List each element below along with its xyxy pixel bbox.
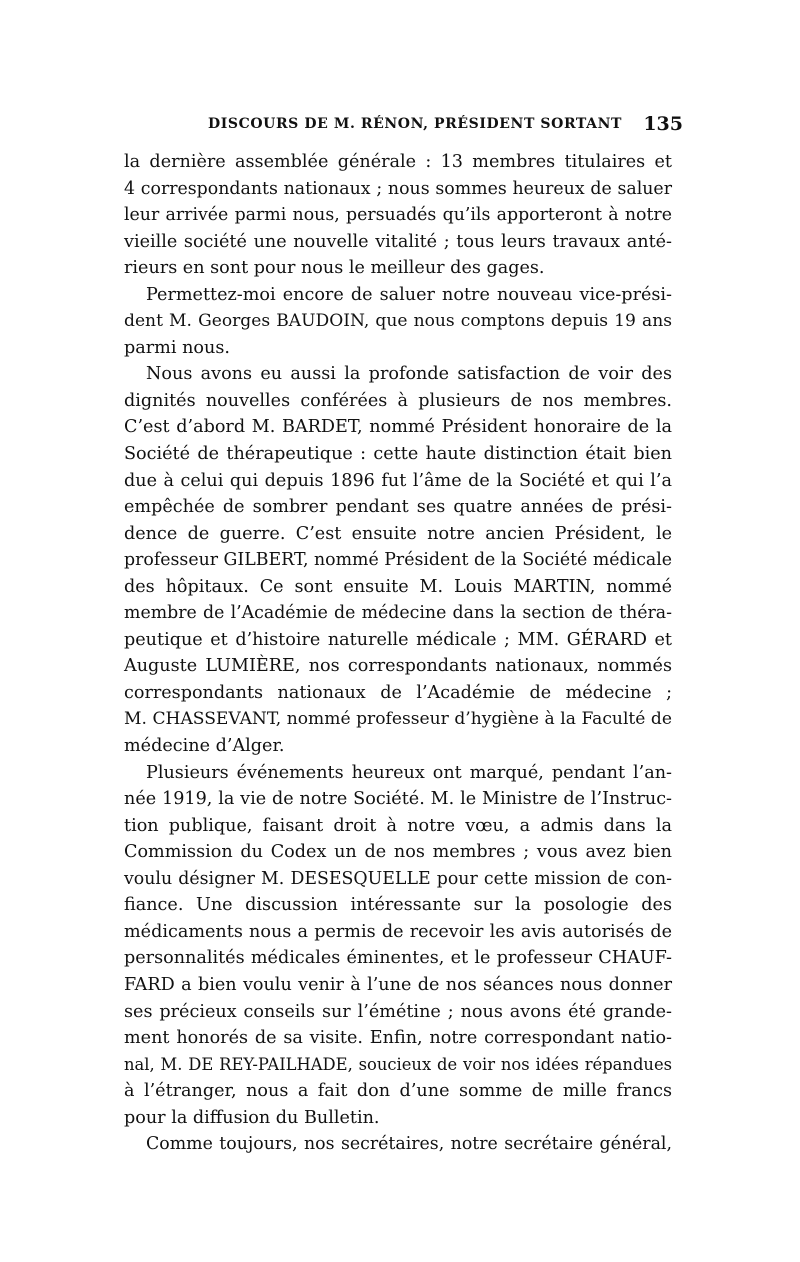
text-line: ses précieux conseils sur l’émétine ; nous avons été grande- bbox=[124, 1001, 672, 1022]
text-line: médecine d’Alger. bbox=[124, 736, 285, 757]
text-line: médicaments nous a permis de recevoir les avis autorisés de bbox=[124, 921, 672, 942]
body-text bbox=[124, 149, 672, 1158]
text-line: empêchée de sombrer pendant ses quatre années de prési- bbox=[124, 497, 672, 518]
text-line: des hôpitaux. Ce sont ensuite M. Louis MARTIN, nommé bbox=[124, 576, 672, 597]
text-line: vieille société une nouvelle vitalité ; tous leurs travaux anté- bbox=[124, 231, 672, 252]
text-line: voulu désigner M. DESESQUELLE pour cette mission de con- bbox=[124, 868, 672, 889]
text-line: rieurs en sont pour nous le meilleur des gages. bbox=[124, 258, 545, 279]
text-line: à l’étranger, nous a fait don d’une somme de mille francs bbox=[124, 1081, 672, 1102]
page-number: 135 bbox=[643, 113, 683, 135]
text-line: Permettez-moi encore de saluer notre nouveau vice-prési- bbox=[146, 284, 672, 305]
text-line: pour la diffusion du Bulletin. bbox=[124, 1107, 380, 1128]
text-line: Comme toujours, nos secrétaires, notre secrétaire général, bbox=[146, 1134, 672, 1155]
text-line: Nous avons eu aussi la profonde satisfaction de voir des bbox=[146, 364, 672, 385]
text-line: fiance. Une discussion intéressante sur la posologie des bbox=[124, 895, 672, 916]
text-line: dent M. Georges BAUDOIN, que nous comptons depuis 19 ans bbox=[124, 311, 672, 332]
text-line: Plusieurs événements heureux ont marqué, pendant l’an- bbox=[146, 762, 672, 783]
text-line: personnalités médicales éminentes, et le professeur CHAUF- bbox=[124, 948, 672, 969]
text-line: Société de thérapeutique : cette haute distinction était bien bbox=[124, 444, 672, 465]
text-line: née 1919, la vie de notre Société. M. le Ministre de l’Instruc- bbox=[124, 789, 672, 810]
text-line: ment honorés de sa visite. Enfin, notre correspondant natio- bbox=[124, 1028, 672, 1049]
text-line: correspondants nationaux de l’Académie de médecine ; bbox=[124, 682, 672, 703]
text-line: dignités nouvelles conférées à plusieurs de nos membres. bbox=[124, 390, 672, 411]
text-line: peutique et d’histoire naturelle médicale ; MM. GÉRARD et bbox=[124, 629, 672, 650]
text-line: professeur GILBERT, nommé Président de la Société médicale bbox=[124, 550, 673, 571]
text-line: dence de guerre. C’est ensuite notre ancien Président, le bbox=[124, 523, 672, 544]
text-line: membre de l’Académie de médecine dans la section de théra- bbox=[124, 603, 672, 624]
text-line: tion publique, faisant droit à notre vœu, a admis dans la bbox=[124, 815, 672, 836]
text-line: Commission du Codex un de nos membres ; vous avez bien bbox=[124, 842, 672, 863]
text-line: leur arrivée parmi nous, persuadés qu’ils apporteront à notre bbox=[124, 205, 672, 226]
text-line: FARD a bien voulu venir à l’une de nos séances nous donner bbox=[124, 974, 672, 995]
text-line: Auguste LUMIÈRE, nos correspondants nationaux, nommés bbox=[124, 656, 672, 677]
text-line: la dernière assemblée générale : 13 membres titulaires et bbox=[124, 152, 672, 172]
text-line: due à celui qui depuis 1896 fut l’âme de la Société et qui l’a bbox=[124, 470, 672, 491]
text-line: parmi nous. bbox=[124, 337, 230, 358]
text-line: nal, M. DE REY-PAILHADE, soucieux de voir nos idées répandues bbox=[124, 1054, 672, 1074]
text-line: 4 correspondants nationaux ; nous sommes heureux de saluer bbox=[124, 178, 672, 199]
text-line: C’est d’abord M. BARDET, nommé Président honoraire de la bbox=[124, 417, 672, 438]
text-line: M. CHASSEVANT, nommé professeur d’hygiène à la Faculté de bbox=[124, 709, 672, 730]
running-header bbox=[208, 113, 683, 140]
running-title: DISCOURS DE M. RÉNON, PRÉSIDENT SORTANT bbox=[208, 116, 623, 132]
